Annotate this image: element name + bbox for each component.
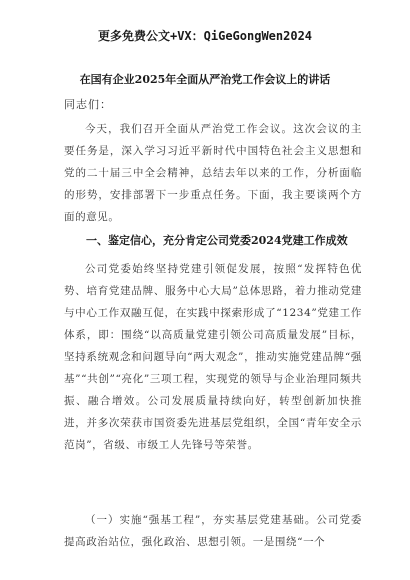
paragraph-achievements: 公司党委始终坚持党建引领促发展，按照“发挥特色优势、培育党建品牌、服务中心大局”总体思路，着力推动党建与中心工作双融互促，在实践中探索形成了“1234”党建工作体系，即：围绕“以高质量党建引领公司高质量发展”目标，坚持系统观念和问题导向“两大观念”，推动实施党建品牌“强基”“共创”“亮化”三项工程，实现党的领导与企业治理同频共振、融合增效。公司发展质量持续向好，转型创新加快推进，并多次荣获市国资委先进基层党组织，全国“青年安全示范岗”，省级、市级工人先锋号等荣誉。 <box>64 263 362 451</box>
salutation: 同志们： <box>64 98 112 111</box>
paragraph-intro: 今天，我们召开全面从严治党工作会议。这次会议的主要任务是，深入学习习近平新时代中国特色社会主义思想和党的二十届三中全会精神，总结去年以来的工作，分析面临的形势，安排部署下一步重点任务。下面，我主要谈两个方面的意见。 <box>64 123 362 223</box>
paragraph-subsection-1: （一）实施“强基工程”，夯实基层党建基础。公司党委提高政治站位，强化政治、思想引领。一是围绕“一个 <box>64 514 362 548</box>
watermark-header: 更多免费公文+VX：QiGeGongWen2024 <box>97 29 313 43</box>
document-title: 在国有企业2025年全面从严治党工作会议上的讲话 <box>79 73 331 86</box>
section-heading-1: 一、鉴定信心，充分肯定公司党委2024党建工作成效 <box>86 234 348 247</box>
